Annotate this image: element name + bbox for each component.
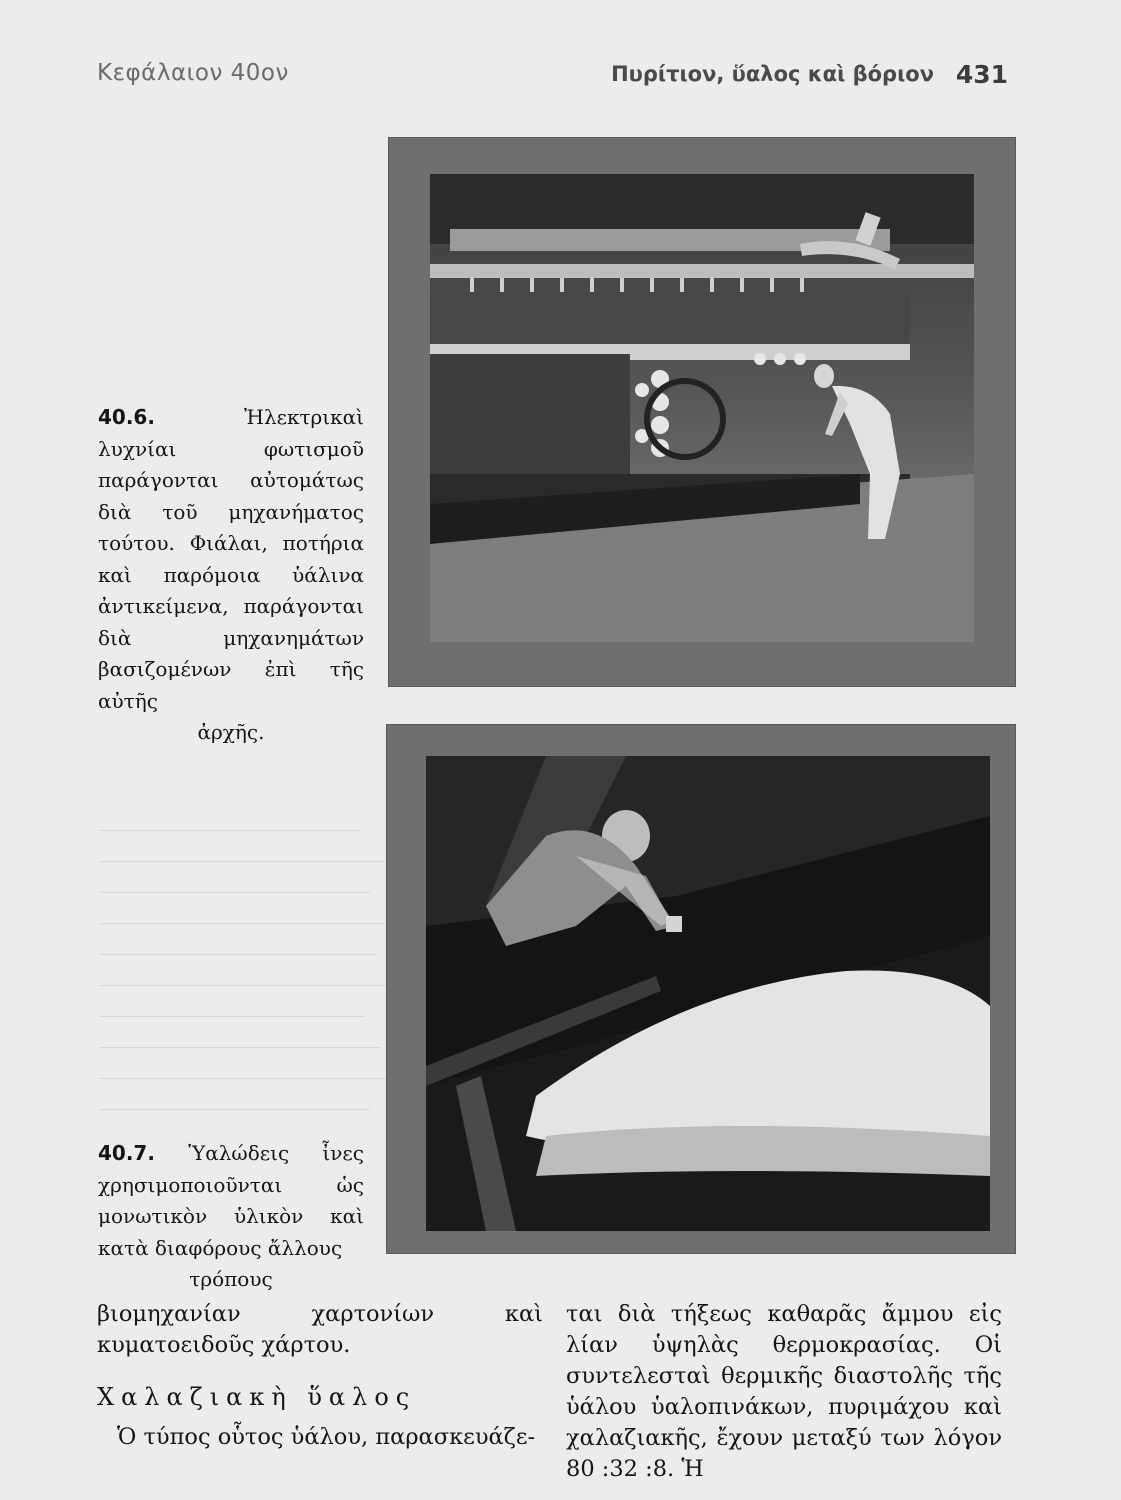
- glass-machine-photo: [430, 174, 974, 642]
- figure-40-6-caption: [98, 402, 364, 749]
- page-number: 431: [955, 60, 1008, 89]
- figure-40-7-frame: [386, 724, 1016, 1254]
- running-header: [0, 60, 1121, 100]
- figure-40-7-photo: [426, 756, 990, 1231]
- glass-fiber-photo: [426, 756, 990, 1231]
- bleed-through-text: [100, 800, 400, 1110]
- caption-text-end: ἀρχῆς.: [197, 720, 265, 744]
- figure-number: 40.6.: [98, 405, 155, 429]
- caption-text-end: τρόπους: [189, 1267, 273, 1291]
- figure-40-6-frame: [388, 137, 1016, 687]
- paragraph: βιομηχανίαν χαρτονίων καὶ κυματοειδοῦς χάρτου.: [97, 1301, 543, 1358]
- caption-text: Ὑαλώδεις ἶνες χρησιμοποιοῦνται ὡς μονωτικὸν ὑλικὸν καὶ κατὰ διαφόρους ἄλλους: [98, 1141, 364, 1260]
- paragraph: Ὁ τύπος οὗτος ὑάλου, παρασκευάζε-: [117, 1424, 536, 1450]
- figure-40-7-caption: [98, 1138, 364, 1296]
- section-heading: Χαλαζιακὴ ὕαλος: [97, 1383, 417, 1411]
- left-column-text-2: [117, 1422, 543, 1453]
- figure-40-6-photo: [430, 174, 974, 642]
- chapter-label: Κεφάλαιον 40ον: [97, 60, 289, 86]
- left-column-text: [97, 1299, 543, 1361]
- right-column-text: [566, 1299, 1002, 1485]
- page-title: Πυρίτιον, ὕαλος καὶ βόριον: [611, 62, 934, 86]
- figure-number: 40.7.: [98, 1141, 155, 1165]
- caption-text: Ἠλεκτρικαὶ λυχνίαι φωτισμοῦ παράγονται αὐτομάτως διὰ τοῦ μηχανήματος τούτου. Φιάλαι, ποτήρια καὶ παρόμοια ὑάλινα ἀντικείμενα, παράγονται διὰ μηχανημάτων βασιζομένων ἐπὶ τῆς αὐτῆς: [98, 405, 364, 713]
- paragraph: ται διὰ τήξεως καθαρᾶς ἄμμου εἰς λίαν ὑψηλὰς θερμοκρασίας. Οἱ συντελεσταὶ θερμικῆς διαστολῆς τῆς ὑάλου ὑαλοπινάκων, πυριμάχου καὶ χαλαζιακῆς, ἔχουν μεταξύ των λόγον 80 :32 :8. Ἡ: [566, 1301, 1002, 1482]
